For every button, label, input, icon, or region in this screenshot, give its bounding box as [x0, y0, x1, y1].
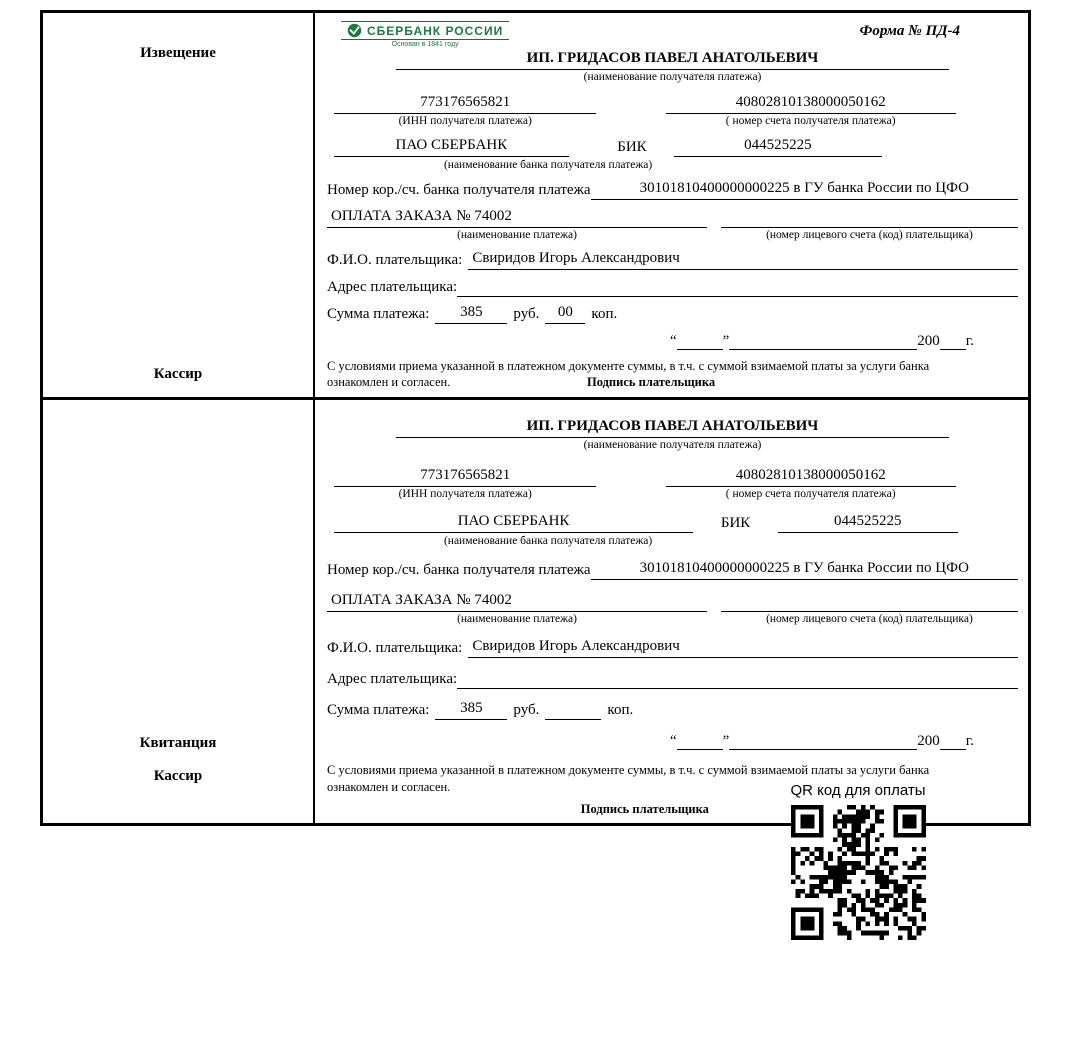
slip1-side-column — [43, 13, 315, 397]
payee-name: ИП. ГРИДАСОВ ПАВЕЛ АНАТОЛЬЕВИЧ — [526, 50, 819, 66]
corr-account-label: Номер кор./сч. банка получателя платежа — [327, 562, 591, 579]
payee-inn: 773176565821 — [334, 94, 597, 114]
date-line — [327, 733, 974, 750]
section-label-kvitanciya: Квитанция — [139, 734, 217, 751]
date-quote-close: ” — [722, 732, 730, 749]
date-year-prefix: 200 — [917, 732, 940, 749]
slip-izveshchenie — [43, 13, 1028, 397]
payee-inn-caption: (ИНН получателя платежа) — [398, 115, 532, 128]
qr-code — [743, 805, 973, 940]
rub-label: руб. — [513, 701, 540, 718]
kop-label: коп. — [591, 305, 618, 322]
sberbank-logo-text: СБЕРБАНК РОССИИ — [367, 23, 504, 38]
date-month-line — [729, 734, 917, 750]
date-quote-close: ” — [722, 332, 730, 349]
payee-name-caption: (наименование получателя платежа) — [583, 439, 762, 452]
bik-label: БИК — [720, 515, 751, 531]
bik-value: 044525225 — [778, 513, 958, 533]
corr-account-value: 30101810400000000225 в ГУ банка России по ЦФО — [591, 180, 1018, 200]
date-quote-open: “ — [669, 732, 677, 749]
terms-text: С условиями приема указанной в платежном документе суммы, в т.ч. с суммой взимаемой платы за услуги банка ознакомлен и согласен. — [327, 358, 930, 390]
sum-rub-value: 385 — [435, 700, 507, 720]
form-number: Форма № ПД-4 — [859, 23, 960, 39]
date-line — [327, 333, 974, 350]
sum-kop-value: 00 — [545, 304, 585, 324]
signature-label: Подпись плательщика — [580, 801, 709, 816]
payee-account-caption: ( номер счета получателя платежа) — [725, 115, 896, 128]
bank-name-caption: (наименование банка получателя платежа) — [443, 158, 653, 171]
terms-text: С условиями приема указанной в платежном документе суммы, в т.ч. с суммой взимаемой платы за услуги банка ознакомлен и согласен. — [327, 762, 930, 794]
payer-name-value: Свиридов Игорь Александрович — [468, 250, 1018, 270]
personal-account-caption: (номер лицевого счета (код) плательщика) — [766, 613, 973, 626]
payee-account: 40802810138000050162 — [666, 94, 956, 114]
payer-name-value: Свиридов Игорь Александрович — [468, 638, 1018, 658]
personal-account-line — [721, 208, 1018, 228]
payer-name-label: Ф.И.О. плательщика: — [327, 639, 463, 656]
date-year-line — [940, 734, 966, 750]
slip1-content — [315, 13, 1028, 397]
date-year-suffix: г. — [965, 732, 974, 749]
payer-address-label: Адрес плательщика: — [327, 670, 458, 687]
payee-name-row — [396, 50, 949, 70]
personal-account-caption: (номер лицевого счета (код) плательщика) — [766, 229, 973, 242]
rub-label: руб. — [513, 305, 540, 322]
payee-account-caption: ( номер счета получателя платежа) — [725, 487, 896, 500]
payer-address-line — [457, 277, 1018, 297]
date-year-suffix: г. — [965, 332, 974, 349]
date-year-prefix: 200 — [917, 332, 940, 349]
sum-kop-value — [545, 700, 601, 720]
payee-name-row — [396, 418, 949, 438]
section-label-izveshchenie: Извещение — [140, 45, 216, 61]
bank-name: ПАО СБЕРБАНК — [334, 513, 693, 533]
cashier-label: Кассир — [153, 767, 203, 784]
sum-label: Сумма платежа: — [327, 701, 430, 718]
date-day-line — [677, 734, 723, 750]
payer-address-label: Адрес плательщика: — [327, 278, 458, 295]
payee-account: 40802810138000050162 — [666, 467, 956, 487]
sum-rub-value: 385 — [435, 304, 507, 324]
personal-account-line — [721, 592, 1018, 612]
sberbank-logo-subtext: Основан в 1841 году — [391, 41, 459, 48]
date-quote-open: “ — [669, 332, 677, 349]
date-year-line — [940, 334, 966, 350]
payer-address-line — [457, 669, 1018, 689]
corr-account-value: 30101810400000000225 в ГУ банка России по ЦФО — [591, 560, 1018, 580]
slip-kvitanciya — [43, 397, 1028, 822]
payee-name-caption: (наименование получателя платежа) — [583, 71, 762, 83]
bik-value: 044525225 — [674, 137, 881, 157]
sberbank-logo-icon — [347, 23, 362, 38]
signature-label: Подпись плательщика — [587, 375, 716, 390]
corr-account-label: Номер кор./сч. банка получателя платежа — [327, 182, 591, 199]
slip2-content — [315, 400, 1028, 822]
payee-name: ИП. ГРИДАСОВ ПАВЕЛ АНАТОЛЬЕВИЧ — [526, 418, 819, 435]
date-day-line — [677, 334, 723, 350]
slip2-side-column — [43, 400, 315, 822]
bank-name: ПАО СБЕРБАНК — [334, 137, 569, 157]
payment-purpose: ОПЛАТА ЗАКАЗА № 74002 — [327, 208, 707, 228]
sum-label: Сумма платежа: — [327, 305, 430, 322]
bik-label: БИК — [617, 138, 647, 155]
bank-name-caption: (наименование банка получателя платежа) — [443, 535, 653, 547]
payment-purpose: ОПЛАТА ЗАКАЗА № 74002 — [327, 592, 707, 612]
qr-section — [743, 782, 973, 940]
pd4-form — [40, 10, 1031, 826]
payee-inn: 773176565821 — [334, 467, 597, 487]
payer-name-label: Ф.И.О. плательщика: — [327, 251, 463, 268]
sberbank-logo — [341, 21, 509, 48]
payment-purpose-caption: (наименование платежа) — [457, 613, 577, 626]
kop-label: коп. — [607, 701, 634, 718]
cashier-label: Кассир — [153, 366, 203, 383]
payee-inn-caption: (ИНН получателя платежа) — [398, 487, 532, 500]
payment-purpose-caption: (наименование платежа) — [457, 229, 577, 242]
date-month-line — [729, 334, 917, 350]
qr-caption: QR код для оплаты — [790, 782, 926, 799]
